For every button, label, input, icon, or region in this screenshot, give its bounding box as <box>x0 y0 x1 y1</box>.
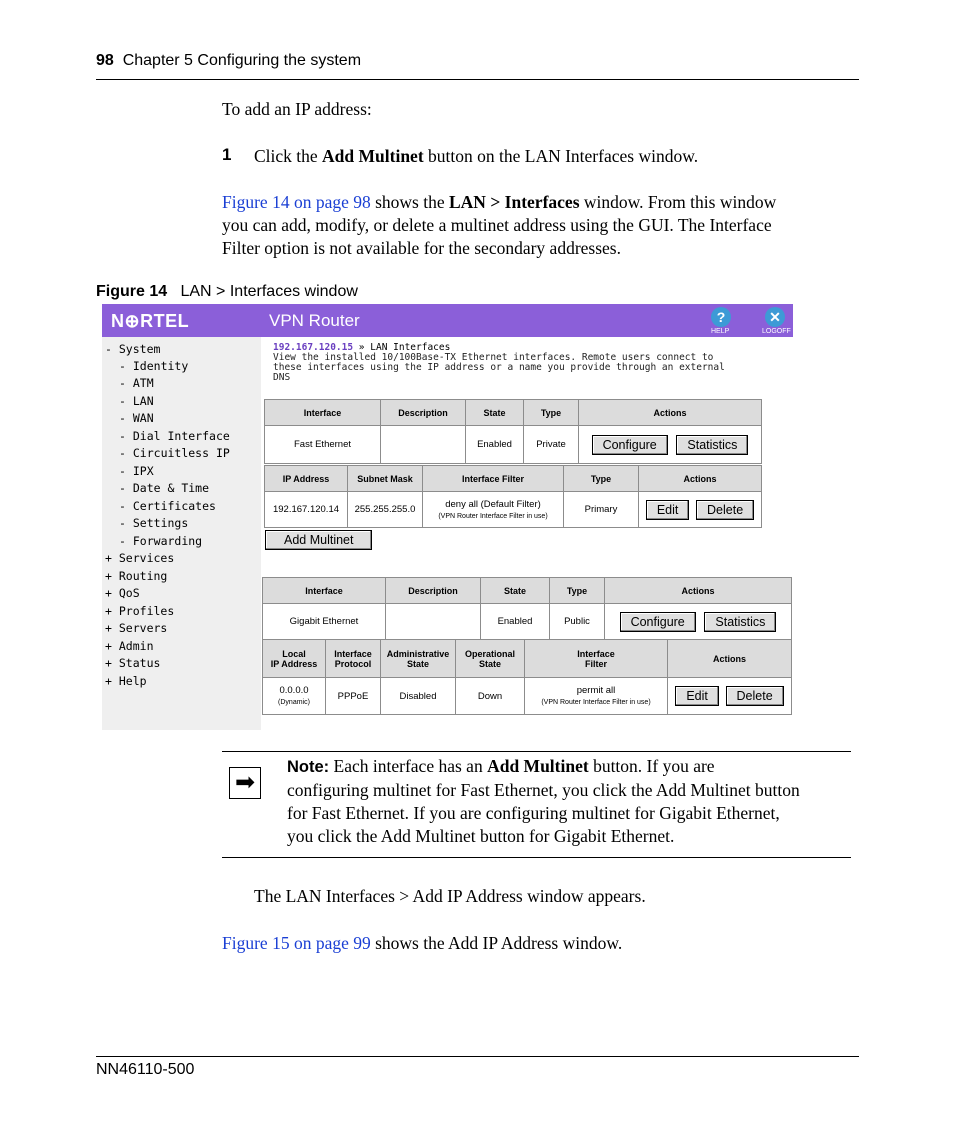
nav-item-identity[interactable]: - Identity <box>119 359 189 373</box>
footer-rule <box>96 1056 859 1057</box>
delete-button[interactable]: Delete <box>726 686 784 706</box>
breadcrumb-page: LAN Interfaces <box>370 342 451 353</box>
nav-item-ipx[interactable]: - IPX <box>119 464 154 478</box>
nav-item-circuitless-ip[interactable]: - Circuitless IP <box>119 446 230 460</box>
add-multinet-wrapper <box>265 530 372 550</box>
pppoe-table: Local IP Address Interface Protocol Administrative State Operational State Interface Filter Actions 0.0.0.0 (Dynamic) PPPoE Disabled Down permit all (VPN Router Interface Filter in use) Edit Delete <box>262 639 792 715</box>
edit-button[interactable]: Edit <box>646 500 690 520</box>
logoff-icon[interactable]: ✕ <box>765 307 785 327</box>
statistics-button[interactable]: Statistics <box>676 435 748 455</box>
intro-text: To add an IP address: <box>222 99 372 119</box>
app-banner <box>102 304 793 337</box>
nav-item-admin[interactable]: + Admin <box>105 639 154 653</box>
running-header <box>96 52 361 70</box>
note-text: Note: Each interface has an Add Multinet button. If you are configuring multinet for Fast Ethernet, you click the Add Multinet button for Fast Ethernet. If you are configuring multinet for Gigabit Ethernet, you click the Add Multinet button for Gigabit Ethernet. <box>287 756 800 846</box>
note-bottom-rule <box>222 857 851 858</box>
nav-item-certificates[interactable]: - Certificates <box>119 499 216 513</box>
figure-14-link[interactable]: Figure 14 on page 98 <box>222 192 371 212</box>
nav-item-dial-interface[interactable]: - Dial Interface <box>119 429 230 443</box>
nav-item-routing[interactable]: + Routing <box>105 569 168 583</box>
nav-item-servers[interactable]: + Servers <box>105 621 168 635</box>
nav-item-status[interactable]: + Status <box>105 656 161 670</box>
breadcrumb-ip[interactable]: 192.167.120.15 <box>273 342 354 353</box>
chapter-title: Chapter 5 Configuring the system <box>122 52 362 69</box>
delete-button[interactable]: Delete <box>696 500 754 520</box>
header-rule <box>96 79 859 80</box>
nav-item-help[interactable]: + Help <box>105 674 147 688</box>
document-number: NN46110-500 <box>96 1061 195 1078</box>
gigabit-ethernet-table: Interface Description State Type Actions Gigabit Ethernet Enabled Public Configure Statistics <box>262 577 792 640</box>
note-top-rule <box>222 751 851 752</box>
nav-item-settings[interactable]: - Settings <box>119 516 189 530</box>
nav-item-date-time[interactable]: - Date & Time <box>119 481 210 495</box>
fast-ethernet-table: Interface Description State Type Actions Fast Ethernet Enabled Private Configure Statistics <box>264 399 762 464</box>
help-label: HELP <box>711 328 730 335</box>
table-row: Fast Ethernet Enabled Private Configure Statistics <box>265 426 762 464</box>
figure-15-link[interactable]: Figure 15 on page 99 <box>222 933 371 953</box>
nortel-logo: N⊕RTEL <box>111 311 190 331</box>
table-row: 192.167.120.14 255.255.255.0 deny all (Default Filter) (VPN Router Interface Filter in use) Primary Edit Delete <box>265 492 762 528</box>
statistics-button[interactable]: Statistics <box>704 612 776 632</box>
nav-item-services[interactable]: + Services <box>105 551 175 565</box>
nav-item-wan[interactable]: - WAN <box>119 411 154 425</box>
page-description: View the installed 10/100Base-TX Ethernet interfaces. Remote users connect to these interfaces using the IP address or a name you provide through an external DNS <box>273 352 725 383</box>
main-content <box>261 337 793 730</box>
edit-button[interactable]: Edit <box>675 686 719 706</box>
nav-item-atm[interactable]: - ATM <box>119 376 154 390</box>
configure-button[interactable]: Configure <box>620 612 696 632</box>
screenshot-figure <box>102 304 793 730</box>
step-number: 1 <box>222 145 232 164</box>
app-title: VPN Router <box>269 311 360 330</box>
step-text: Click the Add Multinet button on the LAN Interfaces window. <box>254 146 699 166</box>
sidebar-nav <box>102 337 261 730</box>
figure-paragraph: Figure 14 on page 98 shows the LAN > Interfaces window. From this window you can add, modify, or delete a multinet address using the GUI. The Interface Filter option is not available for the secondary addresses. <box>222 192 777 258</box>
page-number: 98 <box>96 52 114 69</box>
ip-address-table: IP Address Subnet Mask Interface Filter Type Actions 192.167.120.14 255.255.255.0 deny all (Default Filter) (VPN Router Interface Filter in use) Primary Edit Delete <box>264 465 762 528</box>
nav-item-profiles[interactable]: + Profiles <box>105 604 175 618</box>
figure-caption: Figure 14 LAN > Interfaces window <box>96 283 358 300</box>
table-row: 0.0.0.0 (Dynamic) PPPoE Disabled Down permit all (VPN Router Interface Filter in use) Edit Delete <box>263 678 792 715</box>
breadcrumb: 192.167.120.15 » LAN Interfaces <box>273 342 451 353</box>
add-multinet-button[interactable]: Add Multinet <box>265 530 372 550</box>
logoff-label: LOGOFF <box>762 328 791 335</box>
arrow-right-icon: ➡ <box>229 767 261 799</box>
appears-text: The LAN Interfaces > Add IP Address window appears. <box>254 886 646 906</box>
figure-15-paragraph: Figure 15 on page 99 shows the Add IP Address window. <box>222 933 623 953</box>
table-row: Gigabit Ethernet Enabled Public Configure Statistics <box>263 604 792 640</box>
nav-item-forwarding[interactable]: - Forwarding <box>119 534 203 548</box>
nav-item-system[interactable]: - System <box>105 342 161 356</box>
configure-button[interactable]: Configure <box>592 435 668 455</box>
nav-item-lan[interactable]: - LAN <box>119 394 154 408</box>
help-icon[interactable]: ? <box>711 307 731 327</box>
nav-item-qos[interactable]: + QoS <box>105 586 140 600</box>
